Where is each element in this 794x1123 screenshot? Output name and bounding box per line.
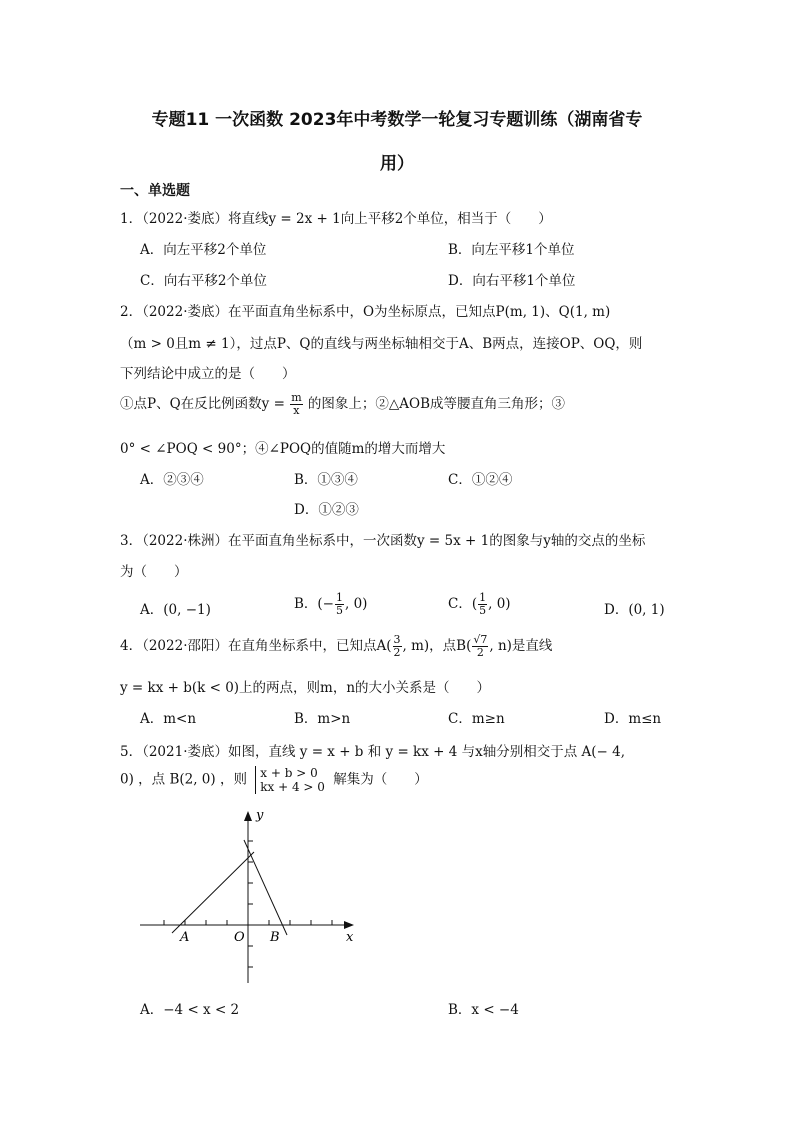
q2-line-1: 2．（2022·娄底）在平面直角坐标系中，O为坐标原点，已知点P(m, 1)、Q(1, m): [120, 304, 611, 320]
q4-line-1: [120, 634, 552, 659]
q3-b-fraction: [335, 592, 344, 617]
q3-option-d: D．(0, 1): [604, 602, 665, 618]
q3-option-a: A．(0, −1): [140, 602, 211, 618]
q2-line-2: （m > 0且m ≠ 1），过点P、Q的直线与两坐标轴相交于A、B两点，连接OP、OQ，则: [120, 336, 643, 352]
y-ticks: [248, 841, 253, 967]
q5-line-2b: 解集为（ ）: [333, 771, 428, 788]
q1-option-c: C．向右平移2个单位: [140, 273, 267, 289]
q3-b-den: 5: [336, 604, 343, 617]
q4-a-fraction: [393, 634, 402, 659]
q2-option-a: A．②③④: [140, 472, 204, 488]
q1-option-a: A．向左平移2个单位: [140, 242, 267, 258]
q3-b-post: , 0): [345, 596, 368, 612]
y-axis-arrow-icon: [244, 811, 252, 821]
x-label: x: [346, 930, 354, 945]
q3-b-num: 1: [336, 591, 343, 604]
q4-option-c: C．m≥n: [448, 711, 505, 727]
q3-c-post: , 0): [488, 596, 511, 612]
q3-c-pre: C．(: [448, 596, 478, 612]
q2-frac-den: x: [293, 404, 300, 417]
q4-option-a: A．m<n: [140, 711, 197, 727]
inequality-system: [255, 766, 325, 794]
q2-option-c: C．①②④: [448, 472, 513, 488]
title-line-2: 用）: [380, 154, 414, 174]
q2-line-4: [120, 392, 565, 417]
q3-c-num: 1: [479, 591, 487, 604]
q2-option-d: D．①②③: [294, 502, 359, 518]
x-axis-arrow-icon: [344, 921, 354, 929]
q4-a-den: 2: [393, 646, 401, 659]
q4-b-num: √7: [473, 633, 488, 646]
q1-option-d: D．向右平移1个单位: [448, 273, 576, 289]
q3-c-fraction: [478, 592, 487, 617]
inequality-1: x + b > 0: [260, 766, 318, 780]
origin-label: O: [234, 930, 245, 945]
q5-line-1: 5．（2021·娄底）如图，直线 y = x + b 和 y = kx + 4 与x轴分别相交于点 A(− 4,: [120, 744, 626, 760]
q1-option-b: B．向左平移1个单位: [448, 242, 575, 258]
q4-line-1c: , n)是直线: [489, 638, 553, 654]
line-y-kx-plus-4: [244, 840, 287, 935]
q2-line-3: 下列结论中成立的是（ ）: [120, 366, 296, 382]
q4-line-2: y = kx + b(k < 0)上的两点，则m，n的大小关系是（ ）: [120, 680, 491, 696]
inequality-2: kx + 4 > 0: [260, 780, 325, 794]
q4-line-1b: , m)，点B(: [402, 638, 472, 654]
section-heading: 一、单选题: [120, 183, 190, 199]
q1-stem: 1．（2022·娄底）将直线y = 2x + 1向上平移2个单位，相当于（ ）: [120, 211, 552, 227]
q3-c-den: 5: [479, 604, 487, 617]
document-title: [120, 98, 674, 186]
q2-line-4a: ①点P、Q在反比例函数y =: [120, 396, 285, 412]
q3-b-pre: B．(−: [294, 596, 334, 612]
q2-option-b: B．①③④: [294, 472, 358, 488]
q4-line-1a: 4．（2022·邵阳）在直角坐标系中，已知点A(: [120, 638, 392, 654]
q2-line-4b: 的图象上；②△AOB成等腰直角三角形；③: [307, 396, 566, 412]
q4-option-b: B．m>n: [294, 711, 351, 727]
coordinate-figure: [130, 805, 370, 995]
title-line-1: 专题11 一次函数 2023年中考数学一轮复习专题训练（湖南省专: [151, 110, 643, 130]
q5-option-a: A．−4 < x < 2: [140, 1002, 240, 1018]
point-a-label: A: [180, 930, 190, 945]
q2-frac-num: m: [291, 391, 302, 404]
point-b-label: B: [270, 930, 280, 945]
q2-line-5: 0° < ∠POQ < 90°；④∠POQ的值随m的增大而增大: [120, 441, 446, 457]
q3-option-b: [294, 592, 367, 617]
q4-b-den: 2: [476, 646, 484, 659]
q4-b-fraction: [472, 634, 488, 659]
q3-option-c: [448, 592, 511, 617]
q5-option-b: B．x < −4: [448, 1002, 519, 1018]
y-label: y: [256, 808, 264, 823]
q5-line-2a: 0) ，点 B(2, 0) ，则: [120, 771, 247, 788]
q4-option-d: D．m≤n: [604, 711, 662, 727]
line-y-x-plus-b: [172, 852, 254, 933]
q2-fraction: [290, 392, 302, 417]
q3-line-2: 为（ ）: [120, 564, 188, 580]
q3-line-1: 3．（2022·株洲）在平面直角坐标系中，一次函数y = 5x + 1的图象与y轴的交点的坐标: [120, 533, 646, 549]
q4-a-num: 3: [393, 633, 401, 646]
q5-line-2: [120, 766, 428, 794]
